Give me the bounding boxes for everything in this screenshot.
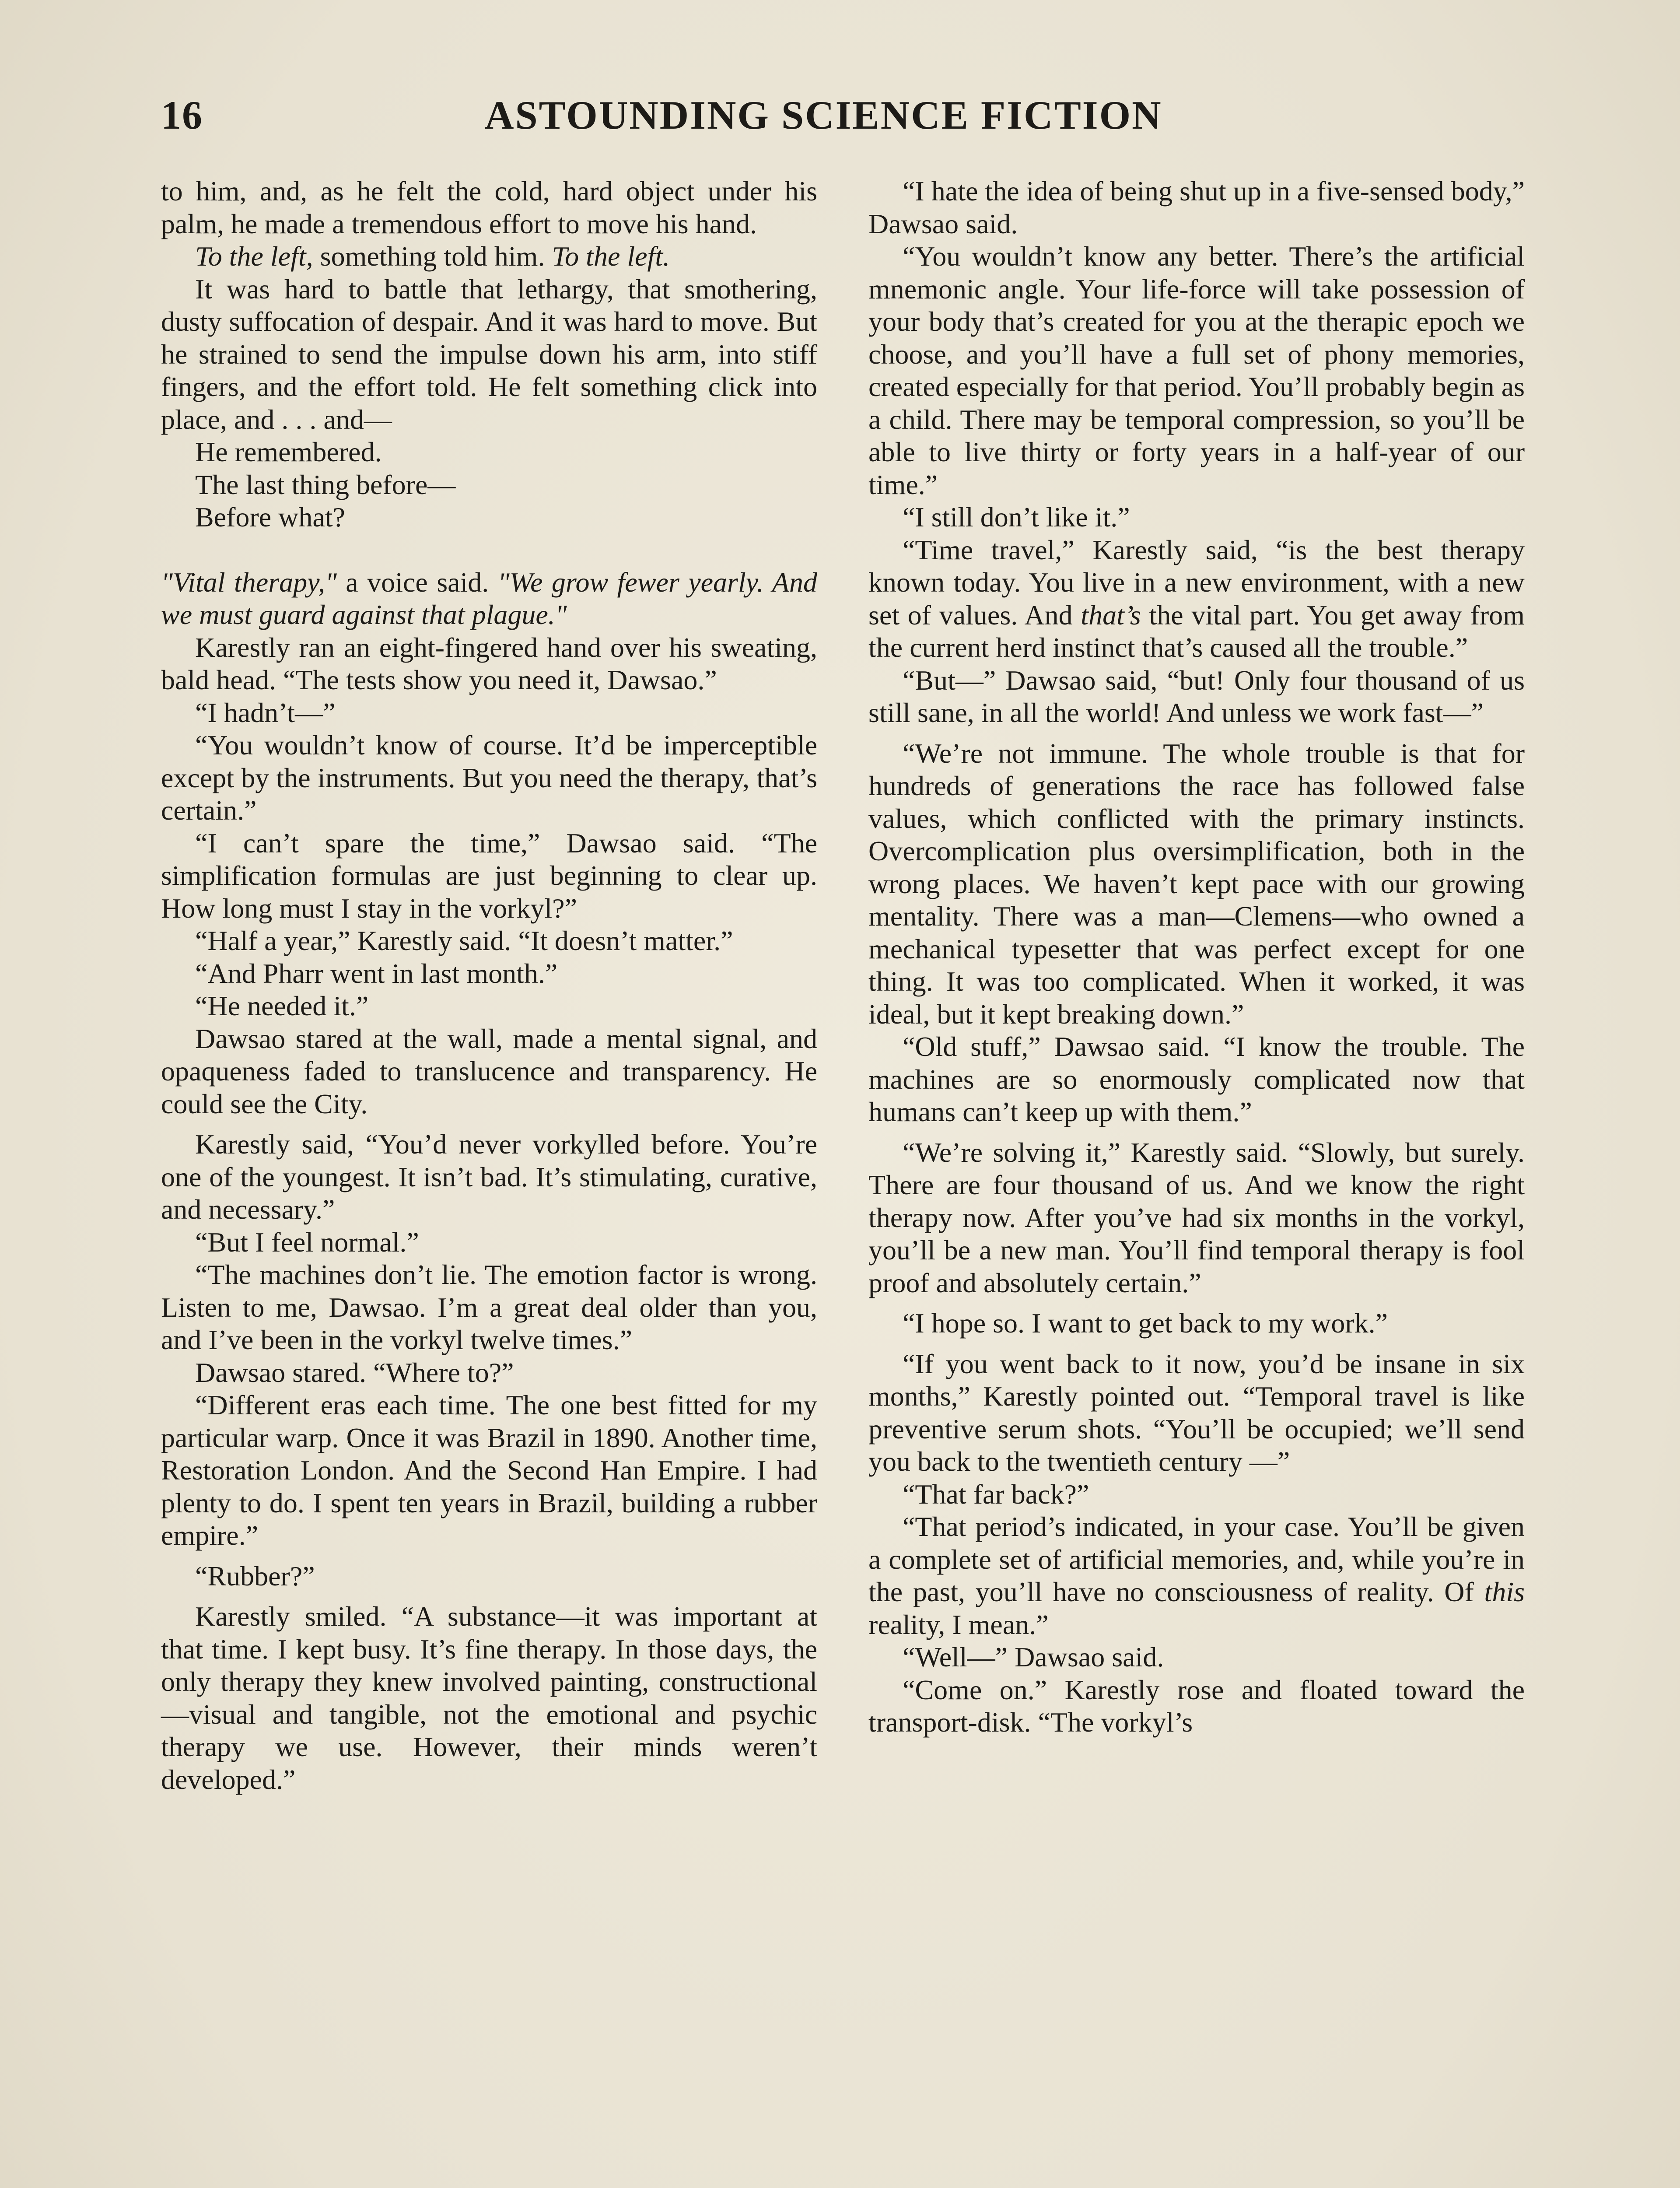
paragraph: “I hadn’t—”: [195, 697, 336, 728]
paragraph: [868, 1511, 1525, 1641]
paragraph: “I hope so. I want to get back to my work.”: [903, 1308, 1388, 1339]
paragraph: “He needed it.”: [195, 990, 369, 1021]
paragraph: “And Pharr went in last month.”: [195, 957, 558, 989]
paragraph-text: something told him.: [313, 241, 552, 272]
paragraph: “We’re not immune. The whole trouble is that for hundreds of generations the race has followed false values, which conflicted with the primary instincts. Overcomplication plus oversimplification, both in the wrong places. We haven’t kept pace with our growing mentality. There was a man—Clemens—who owned a mechanical typesetter that was perfect except for one thing. It was too complicated. When it worked, it was ideal, but it kept breaking down.”: [868, 737, 1525, 1030]
paragraph: “Half a year,” Karestly said. “It doesn’t matter.”: [195, 925, 733, 956]
paragraph: “Well—” Dawsao said.: [903, 1641, 1164, 1673]
paragraph: “But—” Dawsao said, “but! Only four thousand of us still sane, in all the world! And unless we work fast—”: [868, 664, 1525, 728]
paragraph: Karestly ran an eight-fingered hand over his sweating, bald head. “The tests show you need it, Dawsao.”: [161, 631, 817, 695]
italic-text: this: [1484, 1576, 1525, 1607]
paragraph: “I can’t spare the time,” Dawsao said. “The simplification formulas are just beginning to clear up. How long must I stay in the vorkyl?”: [161, 827, 817, 924]
paragraph: “Rubber?”: [195, 1560, 315, 1592]
paragraph: He remembered.: [195, 436, 382, 467]
paragraph: “Different eras each time. The one best fitted for my particular warp. Once it was Brazil in 1890. Another time, Restoration London. And the Second Han Empire. I had plenty to do. I spent ten years in Brazil, building a rubber empire.”: [161, 1389, 817, 1551]
paragraph: Before what?: [195, 501, 345, 533]
paragraph-text: a voice said.: [336, 566, 498, 598]
paragraph: “The machines don’t lie. The emotion factor is wrong. Listen to me, Dawsao. I’m a great deal older than you, and I’ve been in the vorkyl twelve times.”: [161, 1259, 817, 1355]
left-text-column: [161, 175, 817, 1796]
paragraph: [868, 534, 1525, 664]
paragraph: “You wouldn’t know of course. It’d be imperceptible except by the instruments. But you need the therapy, that’s certain.”: [161, 729, 817, 826]
italic-text: "We grow fewer yearly. And we must guard against that plague.": [161, 566, 818, 630]
paragraph: “Old stuff,” Dawsao said. “I know the trouble. The machines are so enormously complicated now that humans can’t keep up with them.”: [868, 1031, 1525, 1127]
paragraph: Karestly said, “You’d never vorkylled before. You’re one of the youngest. It isn’t bad. It’s stimulating, curative, and necessary.”: [161, 1129, 817, 1225]
page-header: [161, 92, 1513, 158]
paragraph: “I still don’t like it.”: [903, 501, 1130, 533]
paragraph-text: “Time travel,” Karestly said, “is the best therapy known today. You live in a new environment, with a new set of values. And: [868, 534, 1525, 631]
page-number: 16: [161, 93, 203, 137]
paragraph: “We’re solving it,” Karestly said. “Slowly, but surely. There are four thousand of us. And we know the right therapy now. After you’ve had six months in the vorkyl, you’ll be a new man. You’ll find temporal therapy is fool proof and absolutely certain.”: [868, 1136, 1525, 1298]
paragraph: [161, 566, 817, 631]
running-title: ASTOUNDING SCIENCE FICTION: [485, 93, 1162, 137]
paragraph: “If you went back to it now, you’d be insane in six months,” Karestly pointed out. “Temporal travel is like preventive serum shots. “You’ll be occupied; we’ll send you back to the twentieth century —”: [868, 1348, 1525, 1477]
paragraph: “That far back?”: [903, 1478, 1089, 1510]
paragraph: “You wouldn’t know any better. There’s the artificial mnemonic angle. Your life-force will take possession of your body that’s created for you at the therapic epoch we choose, and you’ll have a full set of phony memories, created especially for that period. You’ll probably begin as a child. There may be temporal compression, so you’ll be able to live thirty or forty years in a half-year of our time.”: [868, 241, 1525, 500]
italic-text: that’s: [1081, 599, 1141, 631]
paragraph: Dawsao stared. “Where to?”: [195, 1357, 514, 1388]
paragraph: “Come on.” Karestly rose and floated toward the transport-disk. “The vorkyl’s: [868, 1674, 1525, 1738]
paragraph: “I hate the idea of being shut up in a five-sensed body,” Dawsao said.: [868, 175, 1525, 239]
paragraph: “But I feel normal.”: [195, 1226, 419, 1258]
italic-text: "Vital therapy,": [161, 566, 337, 598]
paragraph: Karestly smiled. “A substance—it was important at that time. I kept busy. It’s fine therapy. In those days, the only therapy they knew involved painting, constructional—visual and tangible, not the emotional and psychic therapy we use. However, their minds weren’t developed.”: [161, 1601, 817, 1795]
right-text-column: [868, 175, 1525, 1739]
paragraph: It was hard to battle that lethargy, that smothering, dusty suffocation of despair. And it was hard to move. But he strained to send the impulse down his arm, into stiff fingers, and the effort told. He felt something click into place, and . . . and—: [161, 273, 817, 435]
paragraph-text: the vital part. You get away from the current herd instinct that’s caused all the trouble.”: [868, 599, 1525, 663]
italic-text: To the left.: [552, 241, 670, 272]
paragraph: [161, 240, 817, 273]
paragraph: The last thing before—: [195, 469, 456, 500]
paragraph: to him, and, as he felt the cold, hard object under his palm, he made a tremendous effort to move his hand.: [161, 175, 817, 239]
paragraph-text: “That period’s indicated, in your case. You’ll be given a complete set of artificial memories, and, while you’re in the past, you’ll have no consciousness of reality. Of: [868, 1511, 1525, 1607]
paragraph: Dawsao stared at the wall, made a mental signal, and opaqueness faded to translucence and transparency. He could see the City.: [161, 1023, 817, 1119]
paragraph-text: reality, I mean.”: [868, 1609, 1049, 1640]
italic-text: To the left,: [195, 241, 313, 272]
